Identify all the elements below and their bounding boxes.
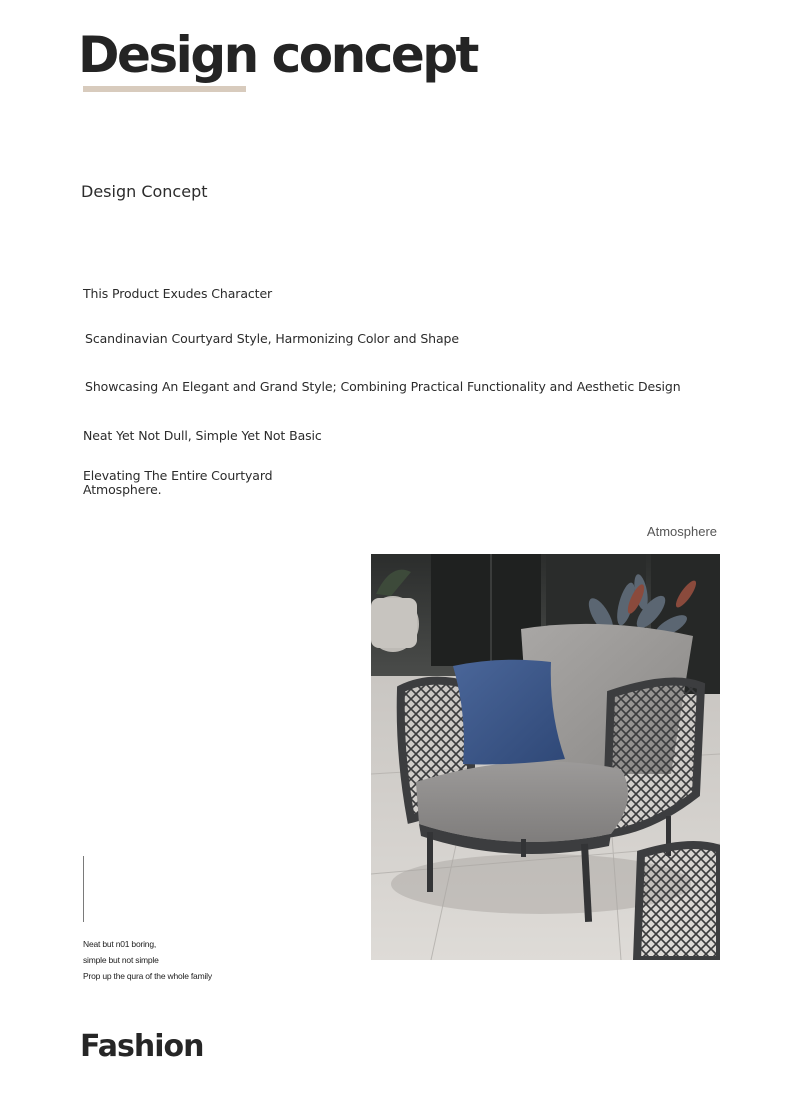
section-label: Design Concept: [81, 182, 208, 201]
atmosphere-caption: Atmosphere: [646, 524, 717, 539]
fashion-title: Fashion: [80, 1029, 204, 1064]
concept-line: Neat Yet Not Dull, Simple Yet Not Basic: [83, 428, 322, 443]
vertical-rule: [83, 856, 84, 922]
side-note-line: simple but not simple: [83, 955, 159, 965]
concept-line: Scandinavian Courtyard Style, Harmonizing Color and Shape: [85, 331, 459, 346]
title-underline: [83, 86, 246, 92]
armchair-photo: [371, 554, 720, 960]
concept-line: Elevating The Entire Courtyard Atmosphere.: [83, 468, 273, 497]
side-note-line: Neat but n01 boring,: [83, 939, 157, 949]
side-note-line: Prop up the qura of the whole family: [83, 971, 212, 981]
armchair-illustration: [371, 554, 720, 960]
concept-line: This Product Exudes Character: [83, 286, 273, 301]
concept-line: Showcasing An Elegant and Grand Style; Combining Practical Functionality and Aesthetic Design: [85, 379, 681, 394]
page-title: Design concept: [78, 26, 477, 84]
